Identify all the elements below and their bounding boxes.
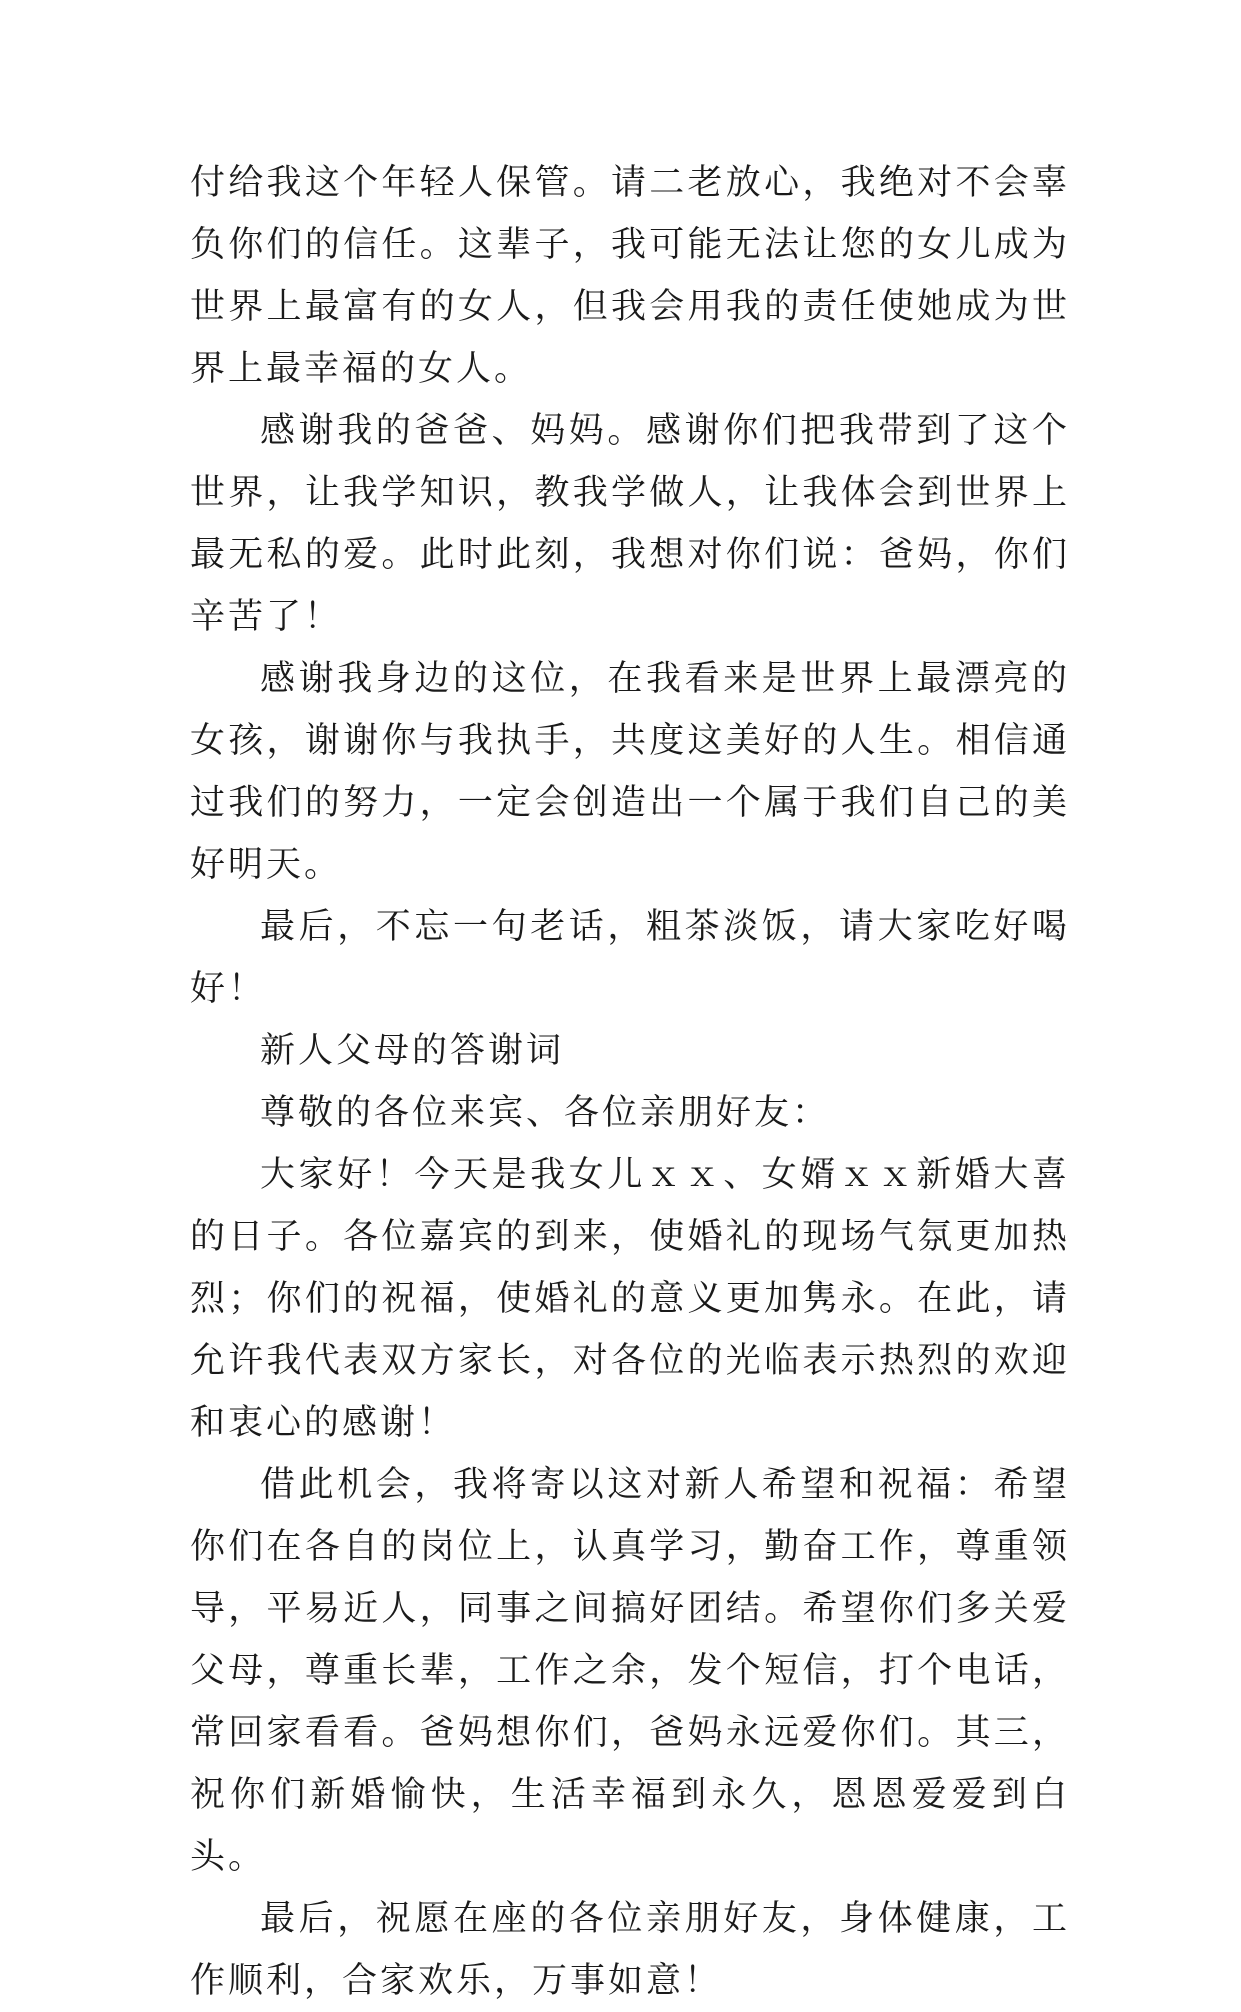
paragraph-thanks-parents: 感谢我的爸爸、妈妈。感谢你们把我带到了这个世界，让我学知识，教我学做人，让我体会到世界上最无私的爱。此时此刻，我想对你们说：爸妈，你们辛苦了！ xyxy=(190,411,1070,637)
paragraph-final-blessing: 最后，祝愿在座的各位亲朋好友，身体健康，工作顺利，合家欢乐，万事如意！ xyxy=(190,1899,1070,2001)
section-heading: 新人父母的答谢词 xyxy=(260,1031,565,1071)
paragraph-thanks-bride: 感谢我身边的这位，在我看来是世界上最漂亮的女孩，谢谢你与我执手，共度这美好的人生。相信通过我们的努力，一定会创造出一个属于我们自己的美好明天。 xyxy=(190,659,1070,885)
document-body xyxy=(190,152,1070,2012)
paragraph-wishes: 借此机会，我将寄以这对新人希望和祝福：希望你们在各自的岗位上，认真学习，勤奋工作，尊重领导，平易近人，同事之间搞好团结。希望你们多关爱父母，尊重长辈，工作之余，发个短信，打个电话，常回家看看。爸妈想你们，爸妈永远爱你们。其三，祝你们新婚愉快，生活幸福到永久，恩恩爱爱到白头。 xyxy=(190,1465,1070,1877)
paragraph-continuation: 付给我这个年轻人保管。请二老放心，我绝对不会辜负你们的信任。这辈子，我可能无法让您的女儿成为世界上最富有的女人，但我会用我的责任使她成为世界上最幸福的女人。 xyxy=(190,163,1070,389)
paragraph-welcome: 大家好！今天是我女儿ｘｘ、女婿ｘｘ新婚大喜的日子。各位嘉宾的到来，使婚礼的现场气氛更加热烈；你们的祝福，使婚礼的意义更加隽永。在此，请允许我代表双方家长，对各位的光临表示热烈的欢迎和衷心的感谢！ xyxy=(190,1155,1070,1443)
paragraph-closing-toast: 最后，不忘一句老话，粗茶淡饭，请大家吃好喝好！ xyxy=(190,907,1070,1009)
salutation: 尊敬的各位来宾、各位亲朋好友： xyxy=(260,1093,831,1133)
